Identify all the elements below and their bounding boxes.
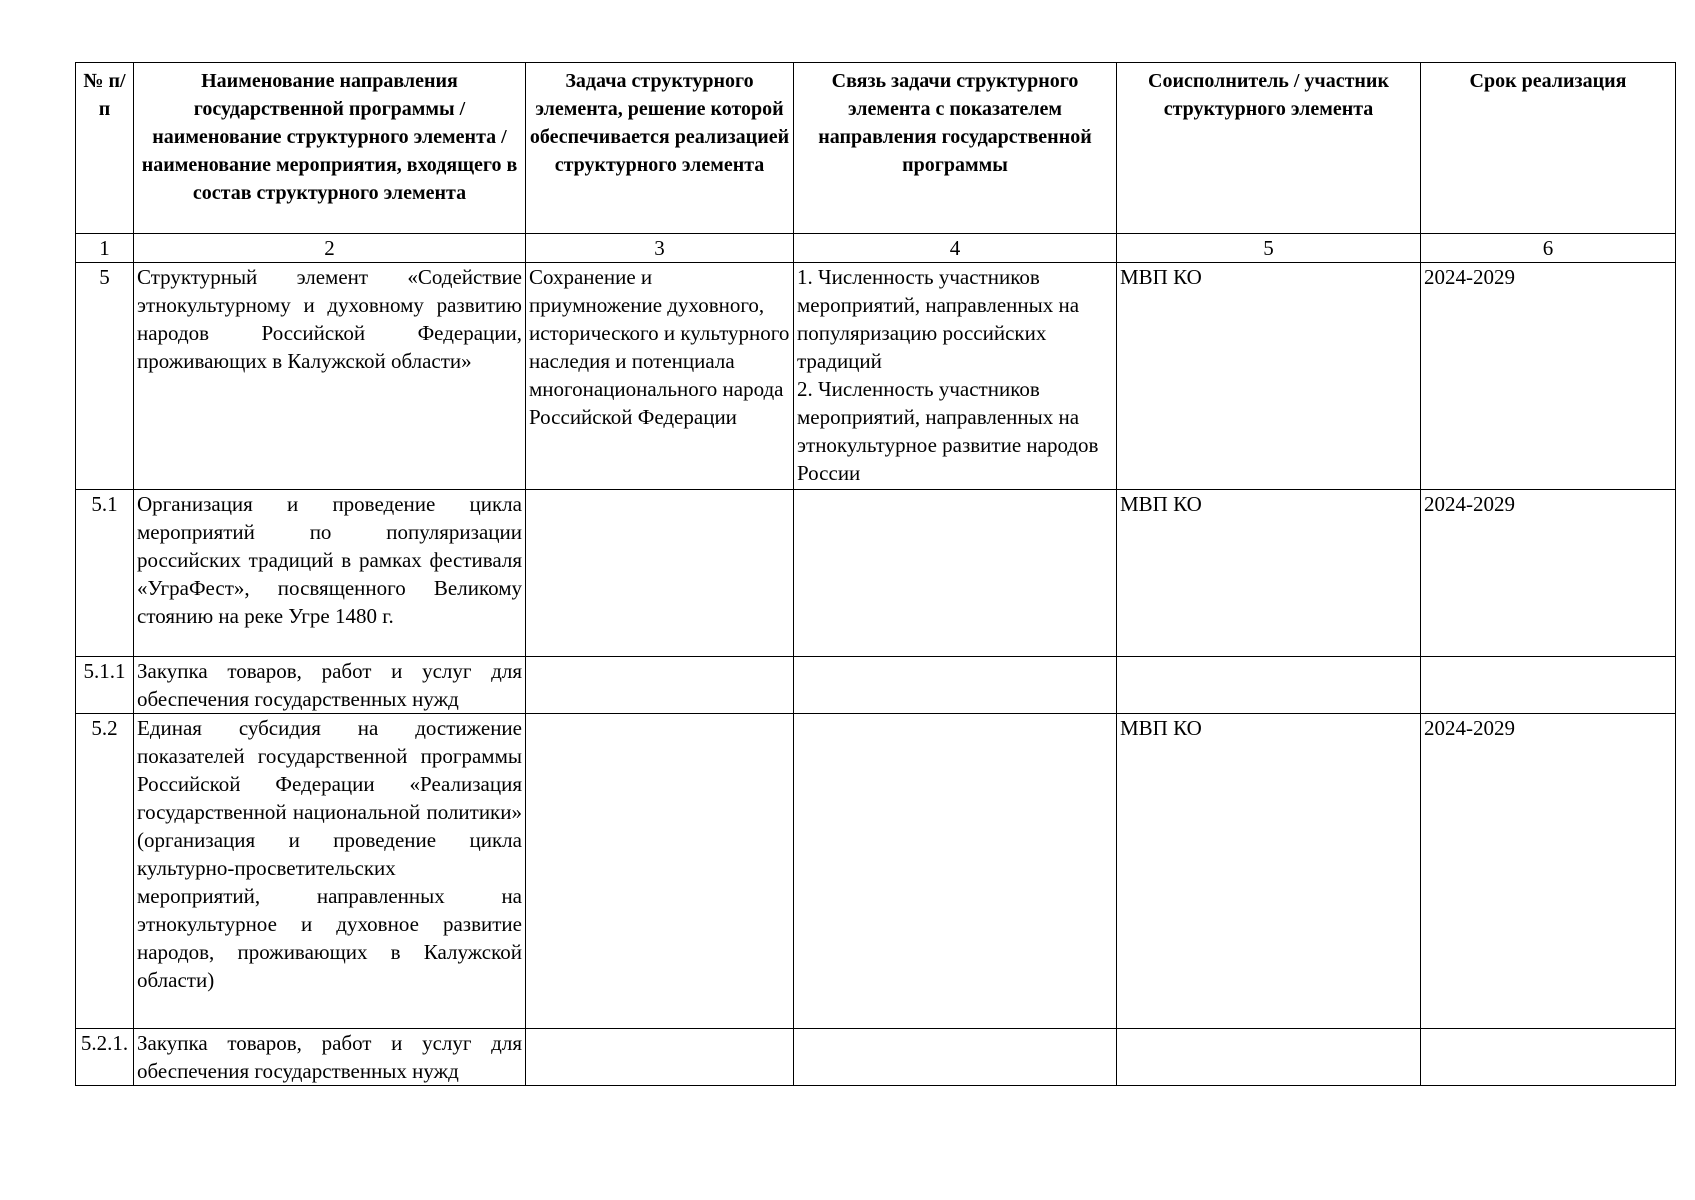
table-row xyxy=(76,263,1676,490)
column-number: 2 xyxy=(134,234,526,263)
row-executor: МВП КО xyxy=(1117,490,1421,657)
column-number: 6 xyxy=(1421,234,1676,263)
row-task xyxy=(526,657,794,714)
row-name: Организация и проведение цикла мероприятий по популяризации российских традиций в рамках фестиваля «УграФест», посвященного Великому стоянию на реке Угре 1480 г. xyxy=(134,490,526,657)
row-number: 5.2.1. xyxy=(76,1029,134,1086)
row-term xyxy=(1421,1029,1676,1086)
row-name: Закупка товаров, работ и услуг для обеспечения государственных нужд xyxy=(134,1029,526,1086)
row-indicator xyxy=(794,490,1117,657)
row-executor xyxy=(1117,657,1421,714)
indicator-item: 1. Численность участников мероприятий, направленных на популяризацию российских традиций xyxy=(797,265,1080,373)
header-task: Задача структурного элемента, решение которой обеспечивается реализацией структурного элемента xyxy=(526,63,794,234)
indicator-item: 2. Численность участников мероприятий, направленных на этнокультурное развитие народов России xyxy=(797,377,1099,485)
row-task: Сохранение и приумножение духовного, исторического и культурного наследия и потенциала многонационального народа Российской Федерации xyxy=(526,263,794,490)
row-number: 5.1 xyxy=(76,490,134,657)
row-number: 5.1.1 xyxy=(76,657,134,714)
row-name: Единая субсидия на достижение показателей государственной программы Российской Федерации «Реализация государственной национальной политики» (организация и проведение цикла культурно-просветительских мероприятий, направленных на этнокультурное и духовное развитие народов, проживающих в Калужской области) xyxy=(134,714,526,1029)
row-executor xyxy=(1117,1029,1421,1086)
table-row xyxy=(76,490,1676,657)
row-indicator xyxy=(794,1029,1117,1086)
header-name: Наименование направления государственной программы / наименование структурного элемента / наименование мероприятия, входящего в состав структурного элемента xyxy=(134,63,526,234)
header-indicator-link: Связь задачи структурного элемента с показателем направления государственной программы xyxy=(794,63,1117,234)
row-executor: МВП КО xyxy=(1117,714,1421,1029)
column-number: 1 xyxy=(76,234,134,263)
column-number-row xyxy=(76,234,1676,263)
row-name: Структурный элемент «Содействие этнокультурному и духовному развитию народов Российской Федерации, проживающих в Калужской области» xyxy=(134,263,526,490)
row-indicator xyxy=(794,714,1117,1029)
header-term: Срок реализация xyxy=(1421,63,1676,234)
header-number: № п/п xyxy=(76,63,134,234)
row-number: 5 xyxy=(76,263,134,490)
table-row xyxy=(76,657,1676,714)
row-term: 2024-2029 xyxy=(1421,263,1676,490)
row-task xyxy=(526,714,794,1029)
row-task xyxy=(526,490,794,657)
row-term: 2024-2029 xyxy=(1421,490,1676,657)
row-indicator xyxy=(794,657,1117,714)
column-number: 3 xyxy=(526,234,794,263)
row-task xyxy=(526,1029,794,1086)
table-row xyxy=(76,1029,1676,1086)
column-number: 4 xyxy=(794,234,1117,263)
row-number: 5.2 xyxy=(76,714,134,1029)
column-number: 5 xyxy=(1117,234,1421,263)
row-term: 2024-2029 xyxy=(1421,714,1676,1029)
header-executor: Соисполнитель / участник структурного элемента xyxy=(1117,63,1421,234)
table-row xyxy=(76,714,1676,1029)
row-indicator xyxy=(794,263,1117,490)
row-name: Закупка товаров, работ и услуг для обеспечения государственных нужд xyxy=(134,657,526,714)
program-table xyxy=(75,62,1676,1086)
row-term xyxy=(1421,657,1676,714)
row-executor: МВП КО xyxy=(1117,263,1421,490)
header-row xyxy=(76,63,1676,234)
